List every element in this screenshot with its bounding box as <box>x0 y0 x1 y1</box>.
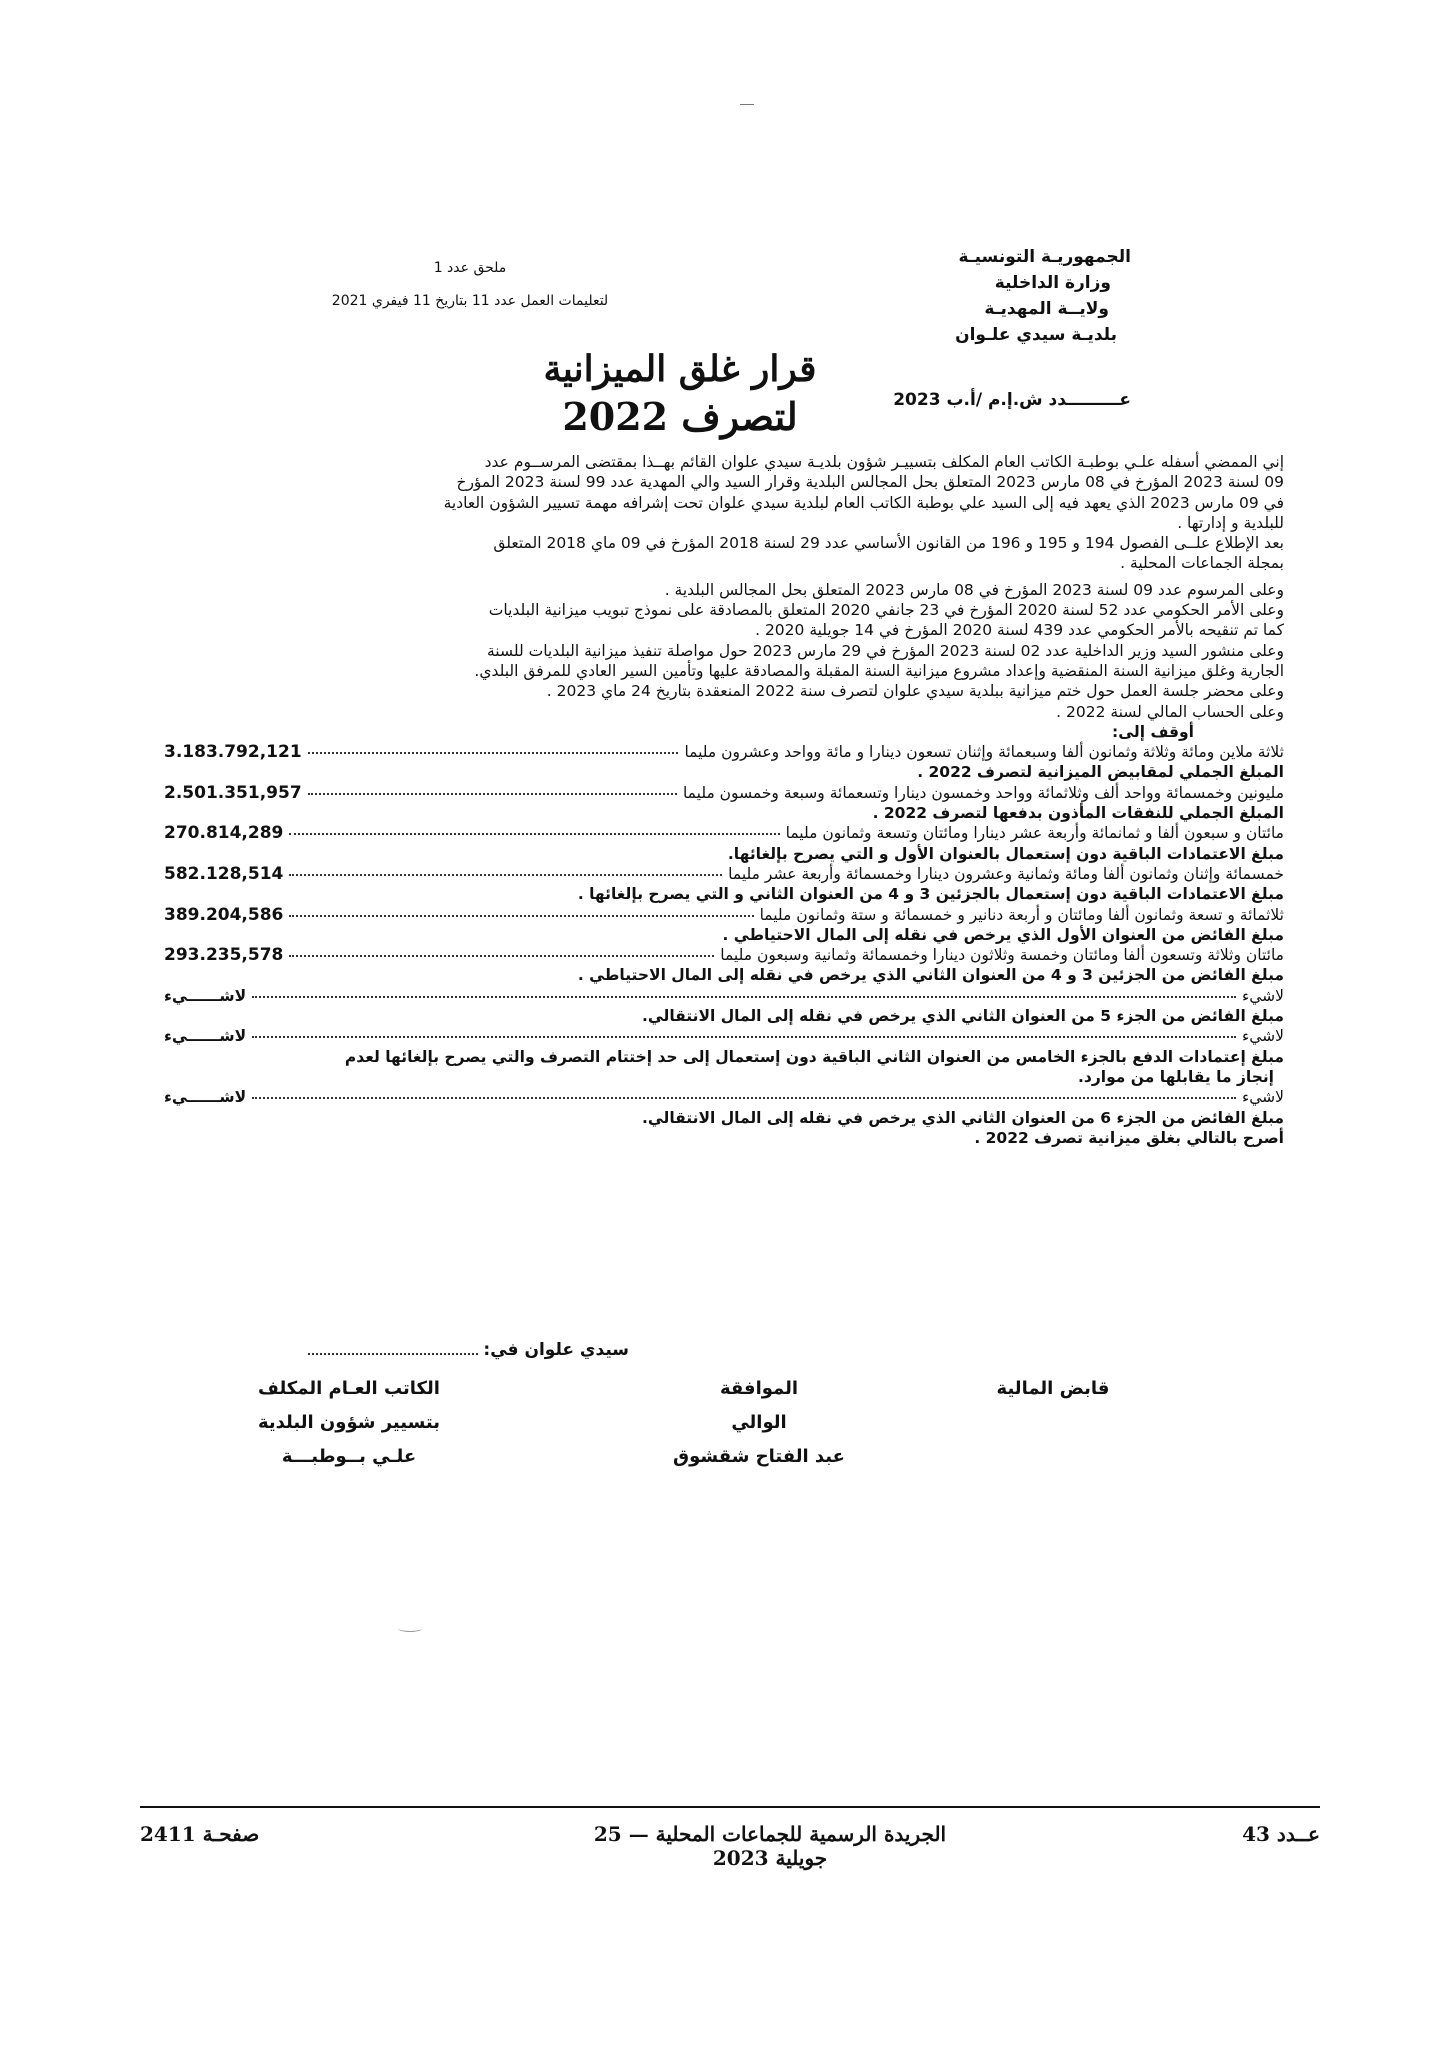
consideration-line: بعد الإطلاع علــى الفصول 194 و 195 و 196 من القانون الأساسي عدد 29 لسنة 2018 المؤرخ في 09 ماي 2018 المتعلق <box>493 534 1284 553</box>
republic-name: الجمهوريـة التونسيـة <box>958 247 1131 267</box>
consideration-line: وعلى الأمر الحكومي عدد 52 لسنة 2020 المؤرخ في 23 جانفي 2020 المتعلق بالمصادقة على نموذج تبويب ميزانية البلديات <box>488 601 1284 620</box>
consideration-line: وعلى منشور السيد وزير الداخلية عدد 02 لسنة 2023 المؤرخ في 29 مارس 2023 حول مواصلة تنفيذ ميزانية البلديات للسنة <box>487 641 1284 660</box>
amount-words: لاشيء <box>1241 1088 1284 1107</box>
amount-label: مبلغ الفائض من العنوان الأول الذي يرخص في نقله إلى المال الاحتياطي . <box>722 925 1284 944</box>
dotted-leader <box>289 833 779 835</box>
preamble-line: للبلدية و إدارتها . <box>1177 513 1284 532</box>
amount-label-continued: إنجاز ما يقابلها من موارد. <box>1078 1067 1274 1086</box>
amount-words: ثلاثة ملاين ومائة وثلاثة وثمانون ألفا وسبعمائة وإثنان تسعون دينارا و مائة وواحد وعشرون مليما <box>684 743 1284 762</box>
treasurer-title: قابض المالية <box>996 1378 1110 1399</box>
date-blank <box>308 1353 478 1355</box>
preamble <box>164 452 1284 533</box>
place-label: سيدي علوان في: <box>483 1340 629 1360</box>
amount-label: مبلغ الاعتمادات الباقية دون إستعمال بالعنوان الأول و التي يصرح بإلغائها. <box>727 844 1284 863</box>
consideration-line: وعلى محضر جلسة العمل حول ختم ميزانية ببلدية سيدي علوان لتصرف سنة 2022 المنعقدة بتاريخ 24 ماي 2023 . <box>546 682 1284 701</box>
amount-words: مليونين وخمسمائة وواحد ألف وثلاثمائة وواحد وخمسون دينارا وتسعمائة وسبعة وخمسون مليما <box>682 783 1284 802</box>
stop-at-heading: أوقف إلى: <box>1112 722 1194 741</box>
amount-value: 270.814,289 <box>164 823 284 844</box>
signature-governor <box>659 1372 859 1474</box>
consideration-line: بمجلة الجماعات المحلية . <box>1120 554 1284 573</box>
amount-value: 3.183.792,121 <box>164 742 302 763</box>
amount-line <box>164 783 1284 803</box>
amount-value: لاشــــــيء <box>164 1027 247 1046</box>
gazette-title: الجريدة الرسمية للجماعات المحلية — 25 جويلية 2023 <box>593 1822 947 1870</box>
preamble-line: 09 لسنة 2023 المؤرخ في 08 مارس 2023 المتعلق بحل المجالس البلدية وقرار السيد والي المهدية عدد 99 لسنة 2023 المؤرخ <box>456 473 1284 492</box>
gazette-footer <box>140 1822 1320 1870</box>
amount-label: مبلغ الفائض من الجزء 6 من العنوان الثاني الذي يرخص في نقله إلى المال الانتقالي. <box>641 1108 1284 1127</box>
governor-name: عبد الفتاح شقشوق <box>673 1446 845 1467</box>
dotted-leader <box>289 874 722 876</box>
dotted-leader <box>308 752 679 754</box>
issue-number: عــدد 43 <box>1242 1822 1320 1846</box>
amount-words: خمسمائة وإثنان وثمانون ألفا ومائة وثمانية وعشرون دينارا وخمسمائة وأربعة عشر مليما <box>728 864 1284 883</box>
amount-value: لاشــــــيء <box>164 1088 247 1107</box>
ministry-name: وزارة الداخلية <box>994 273 1111 293</box>
reference-code: ش.إ.م /أ.ب 2023 <box>893 390 1043 410</box>
consideration-line: وعلى المرسوم عدد 09 لسنة 2023 المؤرخ في 08 مارس 2023 المتعلق بحل المجالس البلدية . <box>664 580 1284 599</box>
considerations <box>164 533 1284 722</box>
instructions-reference: لتعليمات العمل عدد 11 بتاريخ 11 فيفري 2021 <box>331 293 609 309</box>
footer-rule <box>140 1806 1320 1808</box>
signature-treasurer <box>973 1372 1133 1406</box>
approval-label: الموافقة <box>719 1378 799 1399</box>
amount-line <box>164 742 1284 762</box>
title-line-1: قرار غلق الميزانية <box>543 348 817 390</box>
amount-label: مبلغ الفائض من الجزئين 3 و 4 من العنوان الثاني الذي يرخص في نقله إلى المال الاحتياطي . <box>577 966 1284 985</box>
amount-line <box>164 986 1284 1006</box>
sg-name: علـي بــوطبـــة <box>281 1446 417 1467</box>
decree-body <box>164 452 1284 1148</box>
dotted-leader <box>252 996 1236 998</box>
reference-prefix: عـــــــــدد <box>1048 390 1131 410</box>
sg-title-continued: بتسيير شؤون البلدية <box>257 1412 441 1433</box>
amounts-list <box>164 742 1284 1128</box>
amount-words: مائتان و سبعون ألفا و ثمانمائة وأربعة عشر دينارا ومائتان وتسعة وثمانون مليما <box>785 824 1284 843</box>
amount-words: لاشيء <box>1241 986 1284 1005</box>
sg-title: الكاتب العـام المكلف <box>258 1378 440 1399</box>
title-line-2: لتصرف 2022 <box>562 394 798 439</box>
issuing-authority <box>791 244 1131 348</box>
amount-line <box>164 823 1284 843</box>
scan-mark <box>740 104 754 105</box>
signature-secretary-general <box>249 1372 449 1474</box>
amount-label: مبلغ إعتمادات الدفع بالجزء الخامس من العنوان الثاني الباقية دون إستعمال إلى حد إختتام التصرف والتي يصرح بإلغائها لعدم <box>344 1047 1284 1066</box>
dotted-leader <box>289 955 714 957</box>
consideration-line: الجارية وغلق ميزانية السنة المنقضية وإعداد مشروع ميزانية السنة المقبلة والمصادقة عليها وتأمين السير العادي للمرفق البلدي. <box>474 661 1284 680</box>
amount-label: المبلغ الجملي للنفقات المأذون بدفعها لتصرف 2022 . <box>872 804 1284 823</box>
amount-value: 389.204,586 <box>164 904 284 925</box>
consideration-line: وعلى الحساب المالي لسنة 2022 . <box>1056 702 1284 721</box>
dotted-leader <box>308 793 677 795</box>
amount-value: 582.128,514 <box>164 863 284 884</box>
amount-line <box>164 1026 1284 1046</box>
consideration-line: كما تم تنقيحه بالأمر الحكومي عدد 439 لسنة 2020 المؤرخ في 14 جويلية 2020 . <box>755 621 1284 640</box>
governorate-name: ولايــة المهديـة <box>984 299 1109 319</box>
amount-label: المبلغ الجملي لمقابيض الميزانية لتصرف 2022 . <box>917 763 1284 782</box>
dotted-leader <box>252 1097 1236 1099</box>
scan-smudge <box>398 1625 422 1632</box>
place-and-date <box>308 1340 630 1360</box>
amount-label: مبلغ الفائض من الجزء 5 من العنوان الثاني الذي يرخص في نقله إلى المال الانتقالي. <box>641 1007 1284 1026</box>
amount-value: 2.501.351,957 <box>164 782 302 803</box>
amount-words: ثلاثمائة و تسعة وثمانون ألفا ومائتان و أربعة دنانير و خمسمائة و ستة وثمانون مليما <box>759 905 1284 924</box>
amount-words: مائتان وثلاثة وتسعون ألفا ومائتان وخمسة وثلاثون دينارا وخمسمائة وثمانية وسبعون مليما <box>720 946 1284 965</box>
page-number: صفحـة 2411 <box>140 1822 260 1846</box>
amount-value: لاشــــــيء <box>164 986 247 1005</box>
governor-title: الوالي <box>731 1412 787 1433</box>
preamble-line: إني الممضي أسفله علـي بوطبـة الكاتب العام المكلف بتسييـر شؤون بلديـة سيدي علوان القائم بهــذا بمقتضى المرســوم عدد <box>484 453 1284 471</box>
annex-number: ملحق عدد 1 <box>433 260 507 276</box>
annex-reference <box>320 252 620 318</box>
dotted-leader <box>252 1036 1236 1038</box>
amount-words: لاشيء <box>1241 1027 1284 1046</box>
amount-value: 293.235,578 <box>164 945 284 966</box>
amount-line <box>164 905 1284 925</box>
amount-line <box>164 864 1284 884</box>
document-title <box>470 348 890 439</box>
dotted-leader <box>289 915 753 917</box>
reference-number <box>893 390 1131 410</box>
preamble-line: في 09 مارس 2023 الذي يعهد فيه إلى السيد علي بوطبة الكاتب العام لبلدية سيدي علوان تحت إشرافه مهمة تسيير الشؤون العادية <box>443 493 1284 512</box>
municipality-name: بلديـة سيدي علـوان <box>955 325 1117 345</box>
amount-line <box>164 945 1284 965</box>
closing-statement: أصرح بالتالي بغلق ميزانية تصرف 2022 . <box>974 1128 1284 1147</box>
amount-label: مبلغ الاعتمادات الباقية دون إستعمال بالجزئين 3 و 4 من العنوان الثاني و التي يصرح بإلغائها . <box>577 885 1284 904</box>
amount-line <box>164 1087 1284 1107</box>
